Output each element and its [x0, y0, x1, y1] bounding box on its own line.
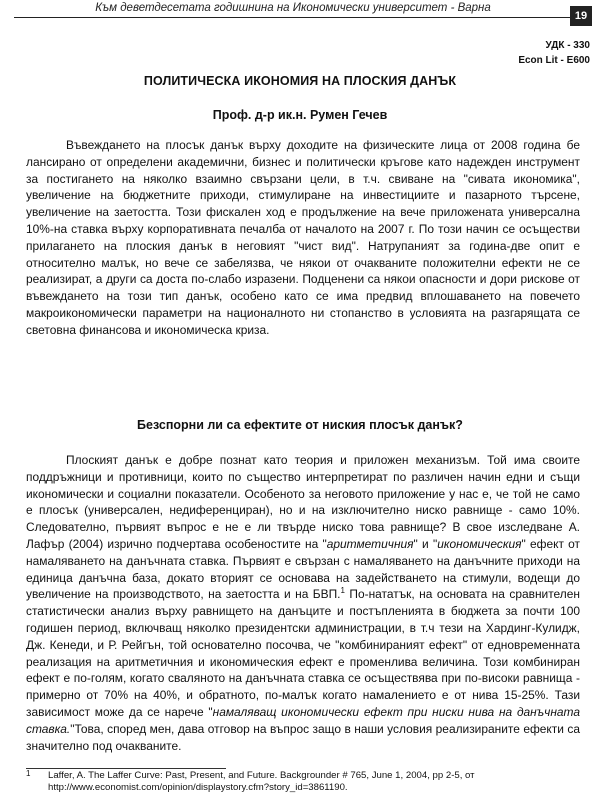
- running-head: Към деветдесетата годишнина на Икономически университет - Варна: [14, 0, 572, 18]
- emphasis-diminishing-effect: намаляващ икономически ефект при ниски нива на данъчната ставка.: [26, 704, 580, 736]
- udc-code: УДК - 330: [545, 40, 590, 51]
- text-run: " ефект от намаляването на данъчната ставка. Първият е свързан с намаляването на данъчните приходи на единица данъчна база, докато вторият се основава на задействането на стимули, водещи до увеличение на производството, на заетостта и на БВП.: [26, 536, 581, 602]
- classification-codes: [518, 38, 590, 68]
- econlit-code: Econ Lit - E600: [518, 55, 590, 66]
- footnote-reference[interactable]: 1: [340, 586, 345, 596]
- text-run: "Това, според мен, дава отговор на въпрос защо в наши условия реализираните ефекти са значително под очакваните.: [26, 721, 580, 753]
- footnote-divider: [26, 768, 226, 769]
- footnote-mark: 1: [26, 769, 31, 778]
- text-run: Плоският данък е добре познат като теория и приложен механизъм. Той има своите поддръжници и противници, които по същество интерпретират по различен начин едни и същи икономически и социални показатели. Особеното за неговото приложение у нас е, че той не само е плосък (универсален, недиференциран), но и на изключително ниско равнище - само 10%. Следователно, първият въпрос е не е ли твърде ниско това равнище? В свое изследване А. Лафър (2004) изрично подчертава особеностите на ": [26, 453, 580, 551]
- emphasis-arithmetic: аритметичния: [326, 536, 414, 551]
- intro-paragraph: Въвеждането на плосък данък върху доходите на физическите лица от 2008 година бе лансирано от определени академични, бизнес и политически кръгове като надежден инструмент за постигането на няколко взаимно свързани цели, в т.ч. свиване на "сивата икономика", увеличение на бюджетните приходи, стимулиране на инвестициите и пазарното търсене, увеличение на заетостта. Този фискален ход е продължение на вече приложената универсална 10%-на ставка върху корпоративната печалба от началото на 2007 г. По този начин се осъществи прилагането на плоския данък в неговият "чист вид". Натрупаният за година-две опит е относително малък, но вече се забелязва, че някои от очакваните положителни ефекти не се реализират, а други са доста по-слабо изразени. Подценени са някои опасности и дори рискове от въвеждането на този тип данък, особено като се има предвид вплошаването на повечето макроикономически параметри на националното ни стопанство в условията на разгарящата се световна финансова и икономическа криза.: [26, 138, 580, 337]
- text-run: По-нататък, на основата на сравнителен статистически анализ върху равнището на данъците и постъпленията в бюджета за почти 100 годишен период, включващ няколко президентски администрации, в т.ч тези на Хардинг-Кулидж, Дж. Кенеди, и Р. Рейгън, той основателно посочва, че "комбинираният ефект" от едновременната реализация на аритметичния и икономическия ефект е променлива величина. Този комбиниран ефект е по-голям, когато сваляното на данъчната ставка се осъществява при по-високи равнища - примерно от 70% на 40%, и обратното, по-малък когато намалението е от нива 15-25%. Тази зависимост може да се нарече ": [26, 587, 580, 719]
- page-number: 19: [570, 6, 592, 26]
- emphasis-economic: икономическия: [437, 536, 522, 551]
- author-name: Проф. д-р ик.н. Румен Гечев: [212, 108, 388, 122]
- section-heading: Безспорни ли са ефектите от ниския плосък данък?: [137, 418, 463, 432]
- body-paragraph: [26, 452, 580, 754]
- footnote-text: Laffer, A. The Laffer Curve: Past, Present, and Future. Backgrounder # 765, June 1, 2004, pp 2-5, от http://www.economist.com/opinion/displaystory.cfm?story_id=3861190.: [48, 770, 475, 793]
- article-title: ПОЛИТИЧЕСКА ИКОНОМИЯ НА ПЛОСКИЯ ДАНЪК: [143, 74, 457, 88]
- footnote: [26, 770, 584, 794]
- text-run: " и ": [413, 536, 438, 551]
